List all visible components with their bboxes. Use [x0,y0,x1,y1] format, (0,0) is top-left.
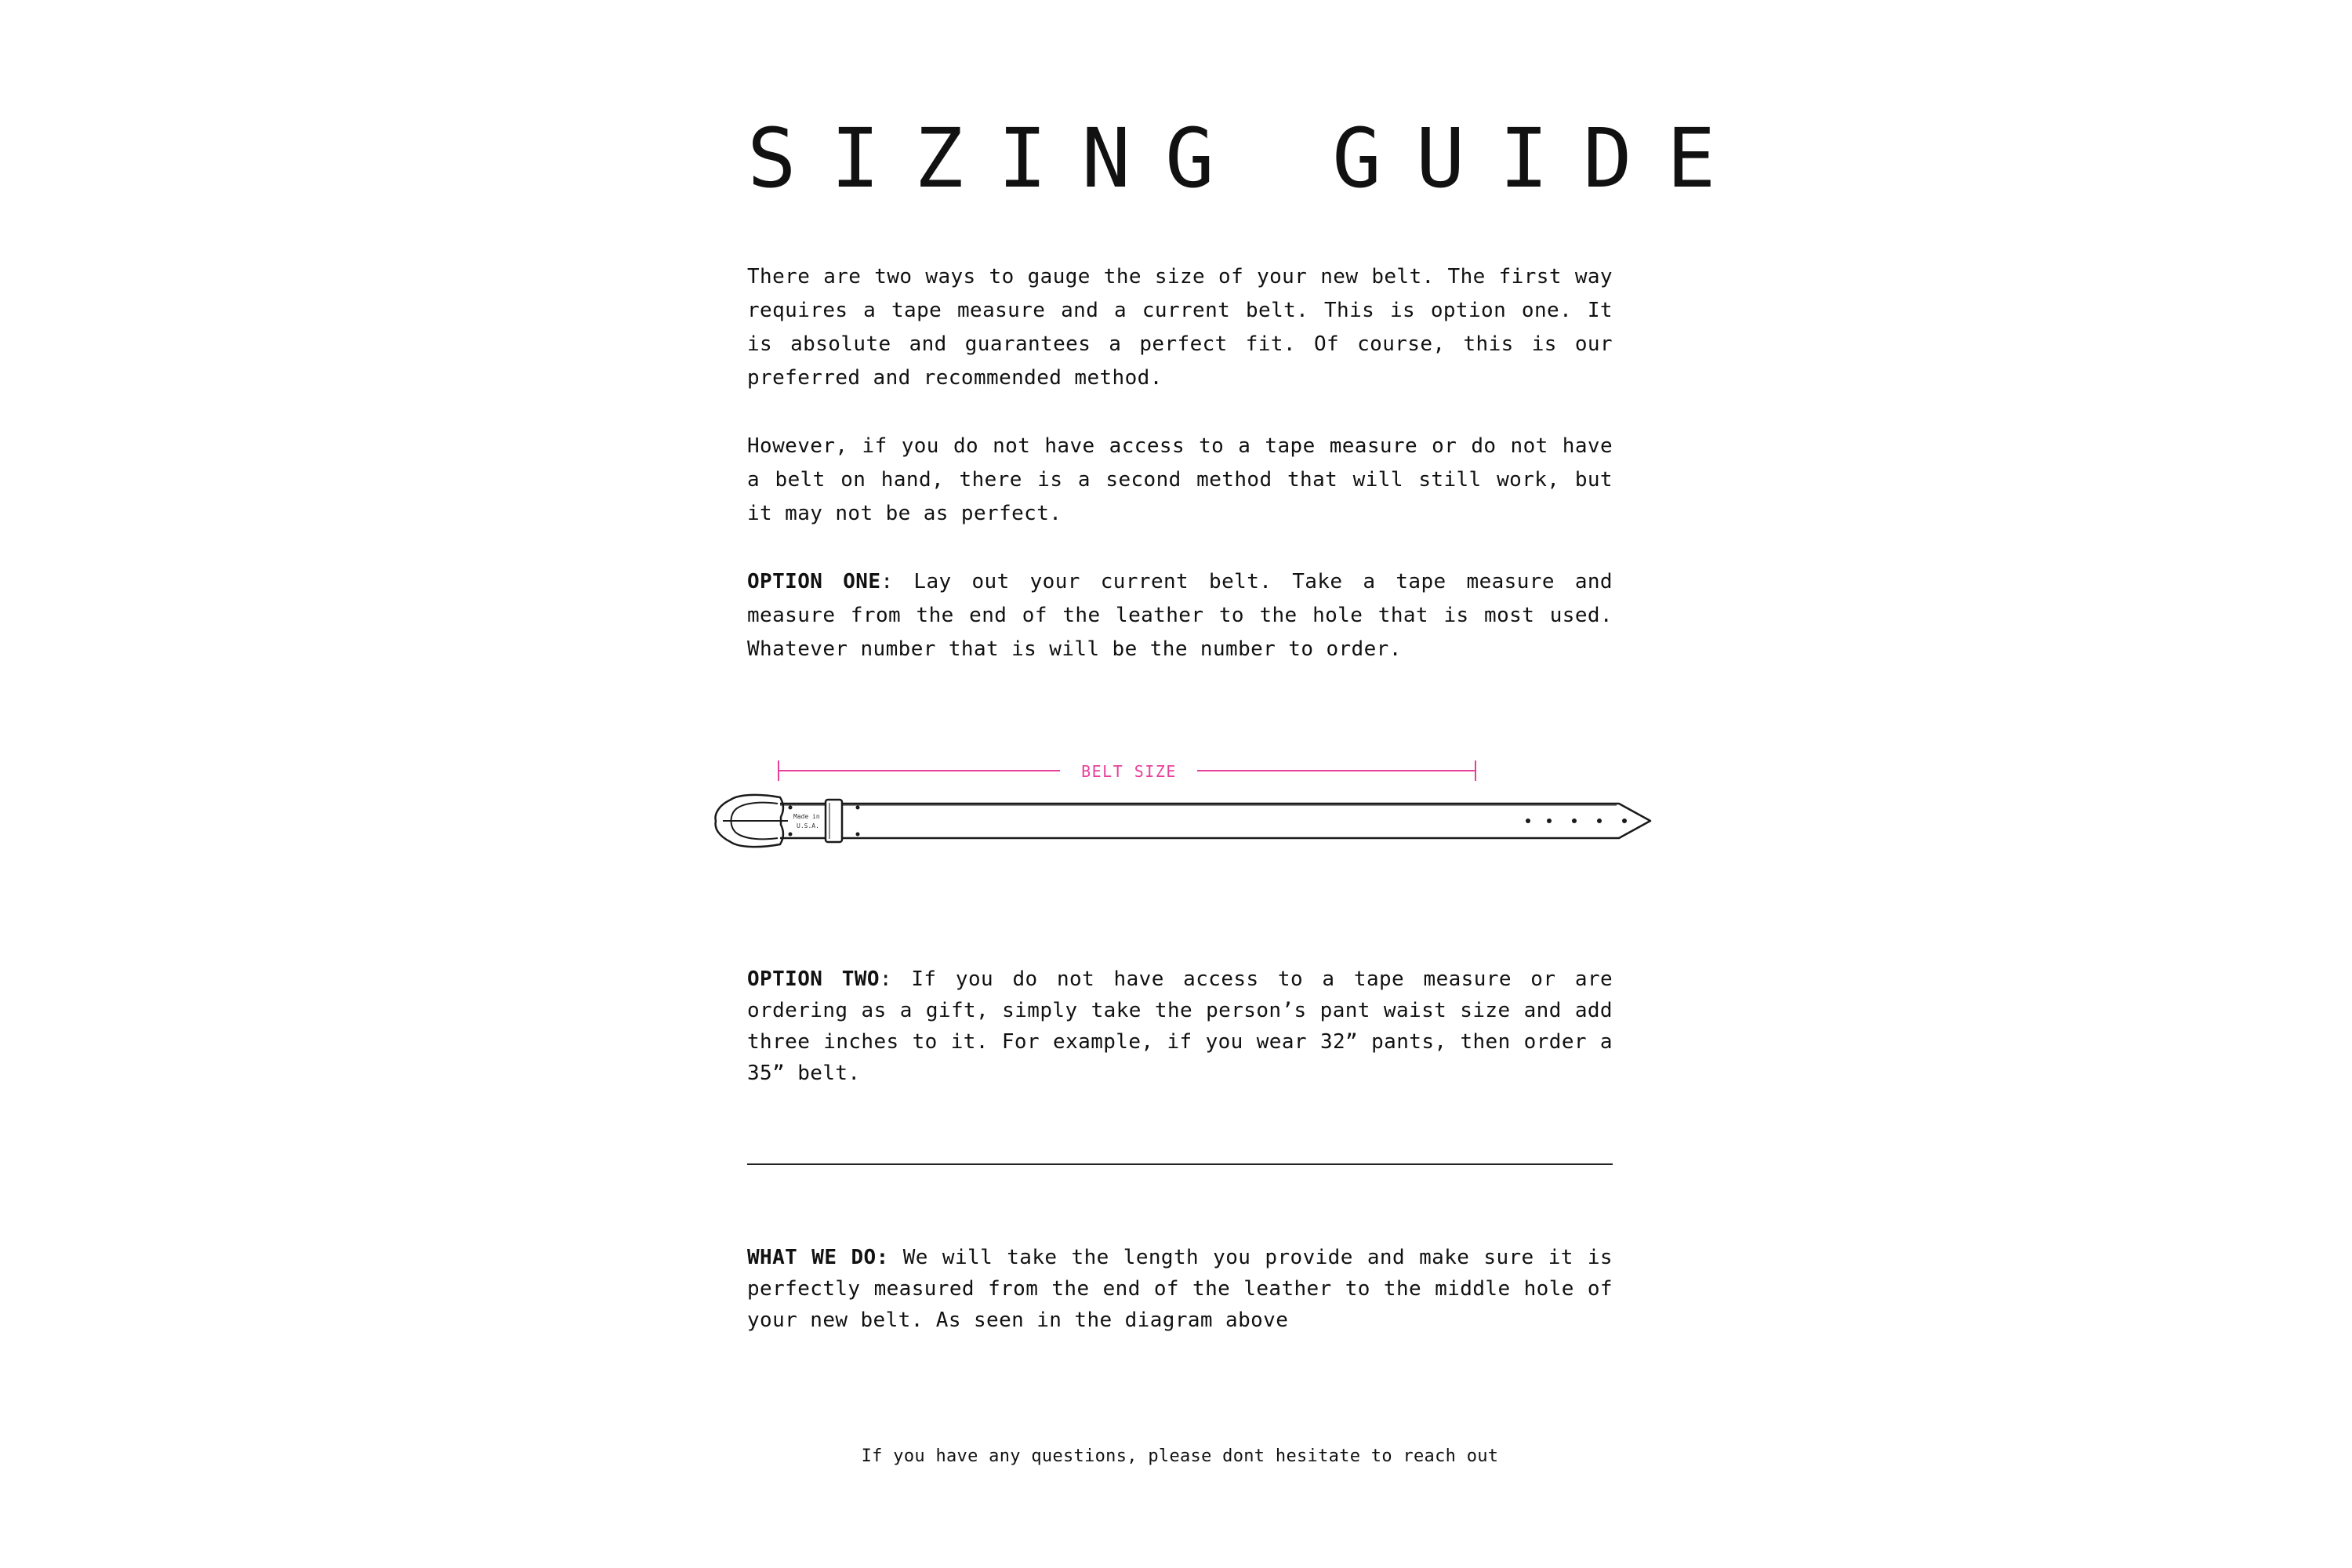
option-one-paragraph [747,565,1613,666]
belt-hole-1 [1526,818,1530,823]
page-title: SIZING GUIDE [747,111,1751,206]
option-one-label: OPTION ONE [747,570,881,593]
belt-size-diagram [706,737,1654,855]
belt-loop [826,800,842,842]
belt-stitching [789,806,860,837]
intro-paragraph-1: There are two ways to gauge the size of your new belt. The first way requires a tape measure and a current belt. This is option one. It is absolute and guarantees a perfect fit. Of course, this is our preferred and recommended method. [747,265,1613,390]
belt-hole-4 [1597,818,1602,823]
belt-size-label: BELT SIZE [1081,762,1177,781]
what-we-do-label: WHAT WE DO: [747,1246,889,1269]
belt-holes [1526,818,1627,823]
belt-hole-2 [1547,818,1552,823]
contact-footer: If you have any questions, please dont hesitate to reach out [861,1446,1499,1466]
option-two-label: OPTION TWO [747,967,880,991]
section-divider [747,1163,1613,1165]
belt-illustration [716,795,1650,847]
intro-paragraph-2: However, if you do not have access to a tape measure or do not have a belt on hand, there is a second method that will still work, but it may not be as perfect. [747,434,1613,525]
belt-hole-3 [1572,818,1577,823]
belt-hole-5 [1622,818,1627,823]
belt-stamp-line-2: U.S.A. [797,822,819,829]
belt-strap [780,804,1650,838]
belt-stamp-line-1: Made in [793,813,820,820]
what-we-do-text: We will take the length you provide and make sure it is perfectly measured from the end of the leather to the middle hole of your new belt. As seen in the diagram above [747,1246,1613,1332]
option-two-text: : If you do not have access to a tape measure or are ordering as a gift, simply take the person’s pant waist size and add three inches to it. For example, if you wear 32” pants, then order a 35” belt. [747,967,1613,1085]
option-two-paragraph [747,964,1613,1089]
option-one-text: : Lay out your current belt. Take a tape measure and measure from the end of the leather to the hole that is most used. Whatever number that is will be the number to order. [747,570,1613,661]
what-we-do-paragraph [747,1242,1613,1336]
